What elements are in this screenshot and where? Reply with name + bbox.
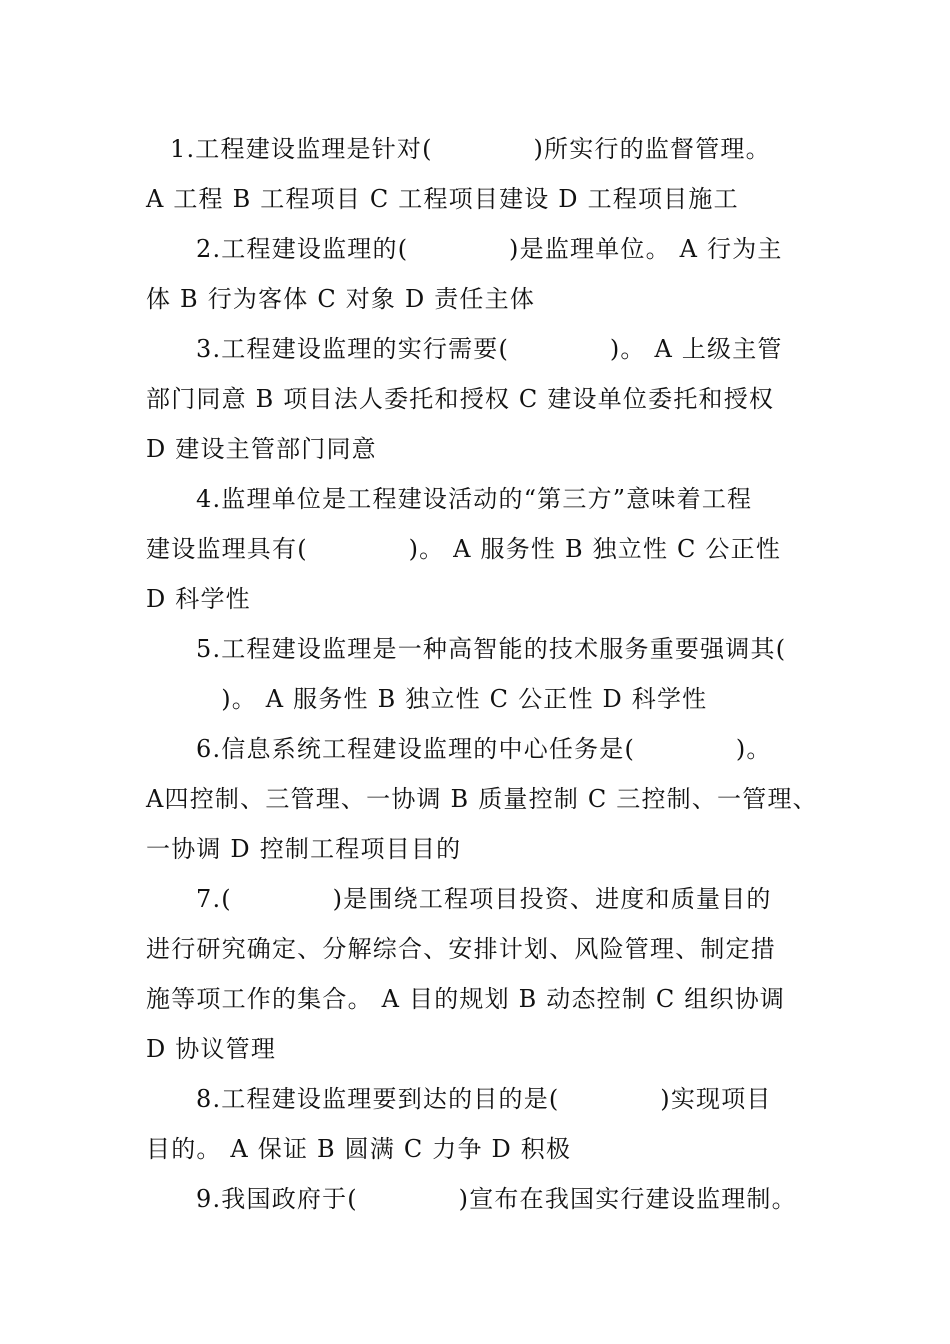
question-6-options-line-1: A四控制、三管理、一协调 B 质量控制 C 三控制、一管理、: [146, 785, 818, 813]
question-7-options-line-1: 施等项工作的集合。 A 目的规划 B 动态控制 C 组织协调: [146, 985, 786, 1013]
question-1-stem: 1.工程建设监理是针对( )所实行的监督管理。: [170, 135, 771, 163]
question-3-options-line-2: D 建设主管部门同意: [146, 435, 377, 463]
question-8-options: 目的。 A 保证 B 圆满 C 力争 D 积极: [146, 1135, 572, 1163]
question-9-stem: 9.我国政府于( )宣布在我国实行建设监理制。: [196, 1185, 797, 1213]
question-3-stem: 3.工程建设监理的实行需要( )。 A 上级主管: [196, 335, 783, 363]
question-5-stem: 5.工程建设监理是一种高智能的技术服务重要强调其(: [196, 635, 787, 663]
question-7-options-line-2: D 协议管理: [146, 1035, 277, 1063]
question-1-options: A 工程 B 工程项目 C 工程项目建设 D 工程项目施工: [146, 185, 739, 213]
question-7-stem: 7.( )是围绕工程项目投资、进度和质量目的: [196, 885, 772, 913]
question-4-options-line-2: D 科学性: [146, 585, 251, 613]
question-8-stem: 8.工程建设监理要到达的目的是( )实现项目: [196, 1085, 772, 1113]
question-2-options: 体 B 行为客体 C 对象 D 责任主体: [146, 285, 536, 313]
question-2-stem: 2.工程建设监理的( )是监理单位。 A 行为主: [196, 235, 783, 263]
question-4-stem: 4.监理单位是工程建设活动的“第三方”意味着工程: [196, 485, 753, 513]
question-4-options-line-1: 建设监理具有( )。 A 服务性 B 独立性 C 公正性: [146, 535, 782, 563]
question-5-options: )。 A 服务性 B 独立性 C 公正性 D 科学性: [196, 685, 708, 713]
question-6-stem: 6.信息系统工程建设监理的中心任务是( )。: [196, 735, 772, 763]
question-3-options-line-1: 部门同意 B 项目法人委托和授权 C 建设单位委托和授权: [146, 385, 775, 413]
question-6-options-line-2: 一协调 D 控制工程项目目的: [146, 835, 462, 863]
question-7-stem-line-2: 进行研究确定、分解综合、安排计划、风险管理、制定措: [146, 935, 776, 963]
